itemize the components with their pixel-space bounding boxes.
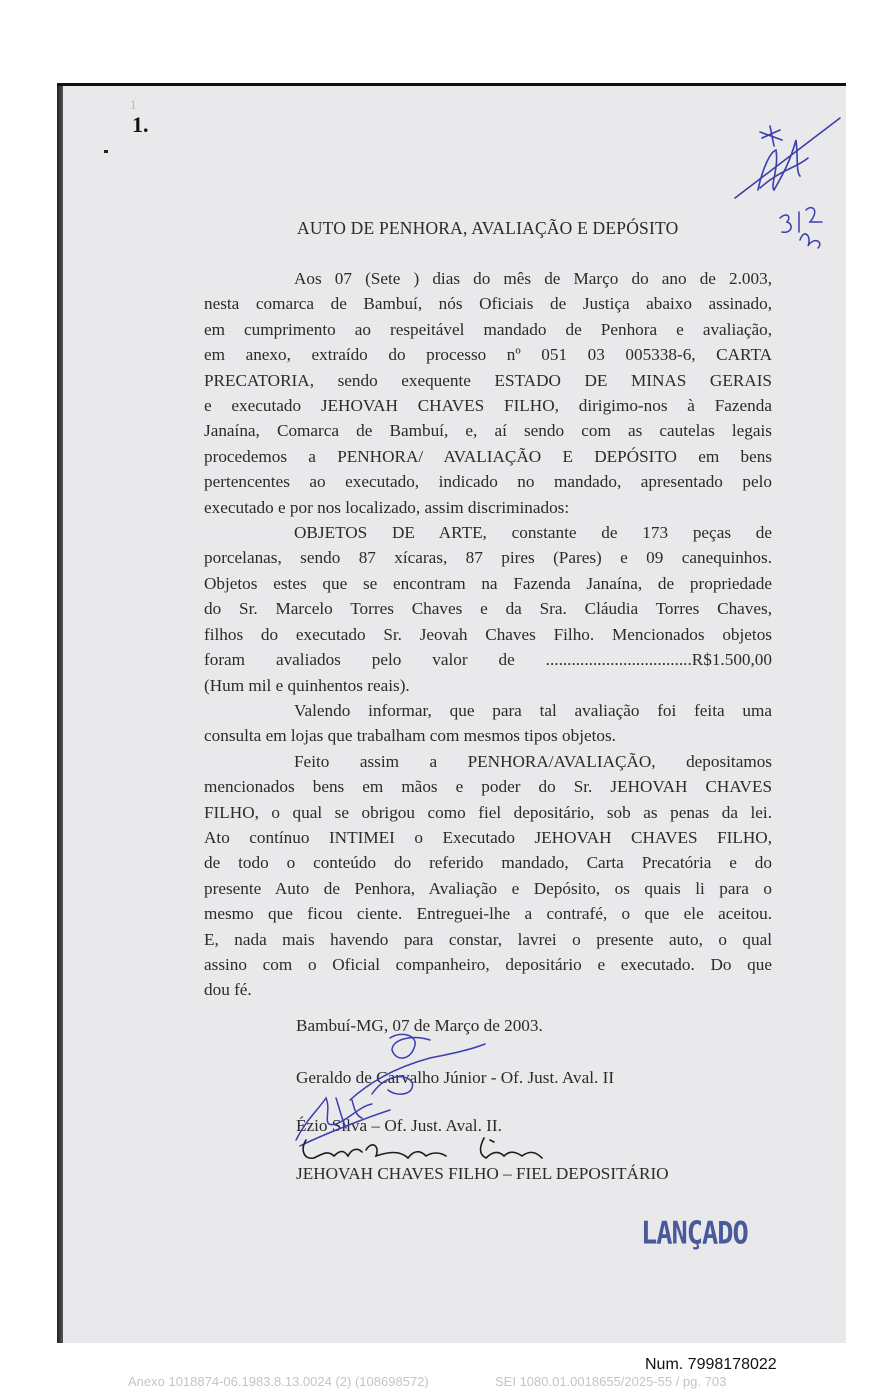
body-line: em anexo, extraído do processo nº 051 03 005338-6, CARTA bbox=[204, 345, 772, 365]
body-line: filhos do executado Sr. Jeovah Chaves Filho. Mencionados objetos bbox=[204, 624, 772, 644]
body-line: e executado JEHOVAH CHAVES FILHO, dirigimo-nos à Fazenda bbox=[204, 396, 772, 416]
body-line: foram avaliados pelo valor de ..................................R$1.500,00 bbox=[204, 650, 772, 670]
document-body bbox=[204, 266, 772, 1003]
body-line: Feito assim a PENHORA/AVALIAÇÃO, depositamos bbox=[294, 751, 772, 771]
body-line: executado e por nos localizado, assim discriminados: bbox=[204, 497, 570, 517]
signatory-3: JEHOVAH CHAVES FILHO – FIEL DEPOSITÁRIO bbox=[296, 1164, 669, 1183]
annex-reference: Anexo 1018874-06.1983.8.13.0024 (2) (108698572) bbox=[128, 1374, 429, 1389]
body-line: presente Auto de Penhora, Avaliação e Depósito, os quais li para o bbox=[204, 878, 772, 898]
body-line: procedemos a PENHORA/ AVALIAÇÃO E DEPÓSITO em bens bbox=[204, 446, 772, 466]
body-line: mencionados bens em mãos e poder do Sr. JEHOVAH CHAVES bbox=[204, 777, 772, 797]
body-line: Janaína, Comarca de Bambuí, e, aí sendo com as cautelas legais bbox=[204, 421, 772, 441]
faint-mark: 1 bbox=[130, 97, 137, 112]
date-place: Bambuí-MG, 07 de Março de 2003. bbox=[296, 1016, 543, 1035]
body-line: porcelanas, sendo 87 xícaras, 87 pires (Pares) e 09 canequinhos. bbox=[204, 548, 772, 568]
lancado-stamp: LANÇADO bbox=[641, 1215, 748, 1252]
body-line: consulta em lojas que trabalham com mesmos tipos objetos. bbox=[204, 726, 616, 746]
body-line: de todo o conteúdo do referido mandado, Carta Precatória e do bbox=[204, 853, 772, 873]
signatory-1: Geraldo de Carvalho Júnior - Of. Just. Aval. II bbox=[296, 1068, 615, 1087]
body-line: Ato contínuo INTIMEI o Executado JEHOVAH CHAVES FILHO, bbox=[204, 827, 772, 847]
document-title: AUTO DE PENHORA, AVALIAÇÃO E DEPÓSITO bbox=[297, 218, 679, 238]
body-line: FILHO, o qual se obrigou como fiel depositário, sob as penas da lei. bbox=[204, 802, 772, 822]
corner-mark: 1. bbox=[132, 112, 149, 137]
body-line: (Hum mil e quinhentos reais). bbox=[204, 675, 410, 695]
body-line: em cumprimento ao respeitável mandado de Penhora e avaliação, bbox=[204, 319, 772, 339]
body-line: do Sr. Marcelo Torres Chaves e da Sra. Cláudia Torres Chaves, bbox=[204, 599, 772, 619]
body-line: Aos 07 (Sete ) dias do mês de Março do ano de 2.003, bbox=[294, 269, 772, 288]
body-line: PRECATORIA, sendo exequente ESTADO DE MINAS GERAIS bbox=[204, 370, 772, 390]
body-line: assino com o Oficial companheiro, depositário e executado. Do que bbox=[204, 954, 772, 974]
signatory-2: Ézio Silva – Of. Just. Aval. II. bbox=[296, 1116, 502, 1135]
body-line: dou fé. bbox=[204, 980, 252, 1000]
body-line: OBJETOS DE ARTE, constante de 173 peças de bbox=[294, 523, 772, 543]
body-line: E, nada mais havendo para constar, lavrei o presente auto, o qual bbox=[204, 929, 772, 949]
body-line: Valendo informar, que para tal avaliação foi feita uma bbox=[294, 700, 772, 720]
corner-dot bbox=[104, 150, 108, 153]
body-line: Objetos estes que se encontram na Fazenda Janaína, de propriedade bbox=[204, 573, 772, 593]
body-line: pertencentes ao executado, indicado no mandado, apresentado pelo bbox=[204, 472, 772, 492]
body-line: nesta comarca de Bambuí, nós Oficiais de Justiça abaixo assinado, bbox=[204, 294, 772, 314]
sei-reference: SEI 1080.01.0018655/2025-55 / pg. 703 bbox=[495, 1374, 727, 1389]
document-number: Num. 7998178022 bbox=[645, 1356, 777, 1373]
body-line: mesmo que ficou ciente. Entreguei-lhe a contrafé, o que ele aceitou. bbox=[204, 904, 772, 924]
